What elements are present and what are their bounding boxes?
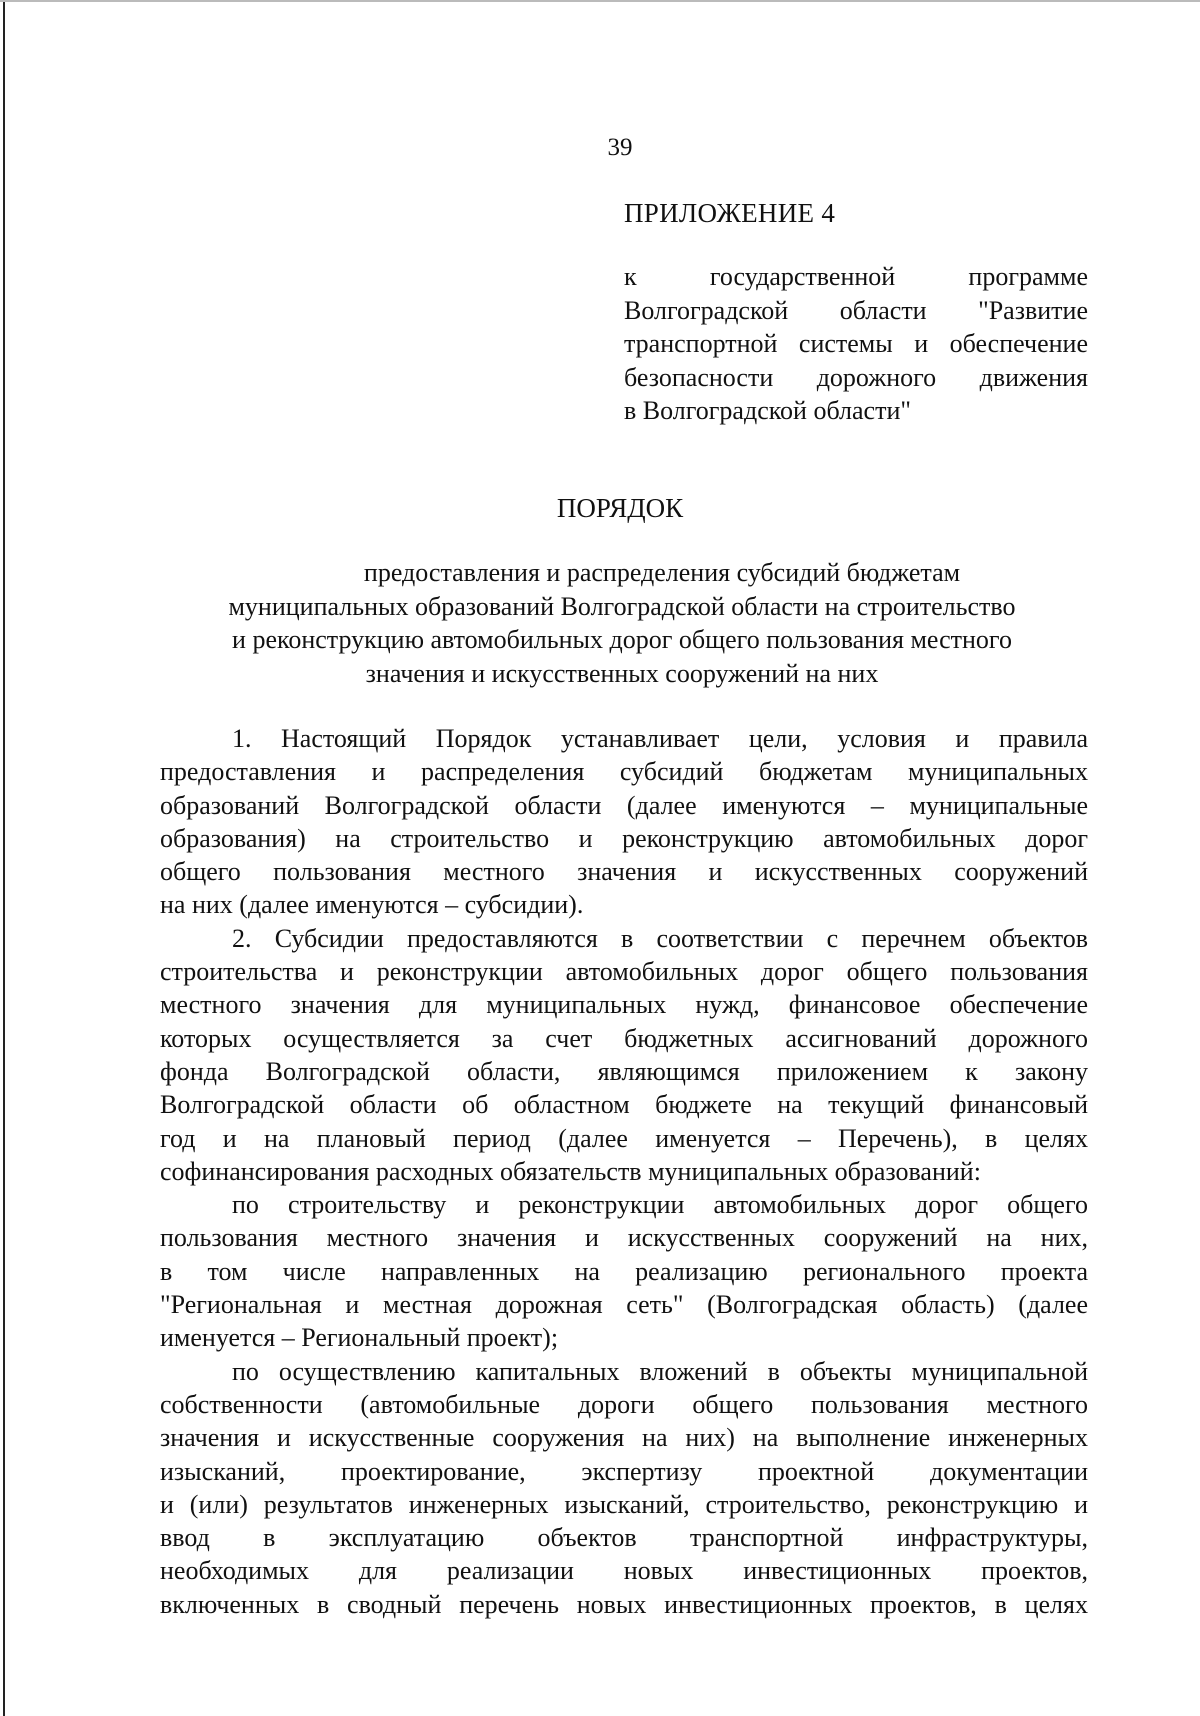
- appendix-reference-line: безопасности дорожного движения: [624, 362, 1088, 392]
- page-number: 39: [607, 134, 633, 161]
- document-heading: ПОРЯДОК: [556, 493, 684, 523]
- text-line: по осуществлению капитальных вложений в объекты муниципальной: [232, 1356, 1088, 1386]
- text-line: по строительству и реконструкции автомобильных дорог общего: [232, 1190, 1088, 1220]
- text-line: Волгоградской области об областном бюджете на текущий финансовый: [160, 1090, 1088, 1120]
- document-body: [160, 722, 1088, 1621]
- paragraph-2: [160, 922, 1088, 1188]
- text-line: изысканий, проектирование, экспертизу проектной документации: [160, 1456, 1088, 1486]
- subtitle-line: и реконструкцию автомобильных дорог общего пользования местного: [232, 625, 1012, 654]
- text-line: пользования местного значения и искусственных сооружений на них,: [160, 1223, 1088, 1253]
- text-line: ввод в эксплуатацию объектов транспортной инфраструктуры,: [160, 1523, 1088, 1553]
- text-line: строительства и реконструкции автомобильных дорог общего пользования: [160, 957, 1088, 987]
- subtitle-line: муниципальных образований Волгоградской области на строительство: [228, 591, 1016, 621]
- text-line: 2. Субсидии предоставляются в соответствии с перечнем объектов: [232, 923, 1088, 953]
- scan-edge-left: [3, 0, 5, 1716]
- text-line: которых осуществляется за счет бюджетных ассигнований дорожного: [160, 1023, 1088, 1053]
- text-line: образования) на строительство и реконструкцию автомобильных дорог: [160, 823, 1088, 853]
- text-line: местного значения для муниципальных нужд, финансовое обеспечение: [160, 990, 1088, 1020]
- paragraph-1: [160, 722, 1088, 922]
- paragraph-4: [160, 1355, 1088, 1621]
- text-line: "Региональная и местная дорожная сеть" (Волгоградская область) (далее: [160, 1290, 1088, 1320]
- subtitle-line: значения и искусственных сооружений на них: [365, 658, 879, 688]
- appendix-reference-line: транспортной системы и обеспечение: [624, 329, 1088, 358]
- text-line: собственности (автомобильные дороги общего пользования местного: [160, 1389, 1088, 1419]
- appendix-title: ПРИЛОЖЕНИЕ 4: [624, 198, 836, 228]
- text-line: значения и искусственные сооружения на них) на выполнение инженерных: [160, 1423, 1088, 1453]
- text-line: включенных в сводный перечень новых инвестиционных проектов, в целях: [160, 1589, 1088, 1619]
- appendix-reference-line: в Волгоградской области": [624, 396, 911, 425]
- text-line: общего пользования местного значения и искусственных сооружений: [160, 857, 1088, 887]
- text-line: и (или) результатов инженерных изысканий, строительство, реконструкцию и: [160, 1489, 1088, 1519]
- text-line: фонда Волгоградской области, являющимся приложением к закону: [160, 1056, 1088, 1086]
- appendix-reference: [624, 260, 1088, 428]
- text-line: софинансирования расходных обязательств муниципальных образований:: [160, 1156, 981, 1186]
- paragraph-3: [160, 1188, 1088, 1354]
- scan-edge-top: [0, 0, 1200, 2]
- document-subtitle: [160, 556, 1084, 690]
- text-line: год и на плановый период (далее именуется – Перечень), в целях: [160, 1123, 1088, 1153]
- text-line: в том числе направленных на реализацию регионального проекта: [160, 1256, 1088, 1286]
- appendix-reference-line: к государственной программе: [624, 262, 1088, 291]
- text-line: предоставления и распределения субсидий бюджетам муниципальных: [160, 757, 1088, 787]
- text-line: образований Волгоградской области (далее именуются – муниципальные: [160, 790, 1088, 820]
- text-line: необходимых для реализации новых инвестиционных проектов,: [160, 1556, 1088, 1586]
- subtitle-line: предоставления и распределения субсидий бюджетам: [363, 558, 961, 587]
- appendix-reference-line: Волгоградской области "Развитие: [624, 295, 1088, 325]
- text-line: на них (далее именуются – субсидии).: [160, 890, 584, 920]
- text-line: 1. Настоящий Порядок устанавливает цели, условия и правила: [232, 724, 1088, 753]
- text-line: именуется – Региональный проект);: [160, 1323, 559, 1353]
